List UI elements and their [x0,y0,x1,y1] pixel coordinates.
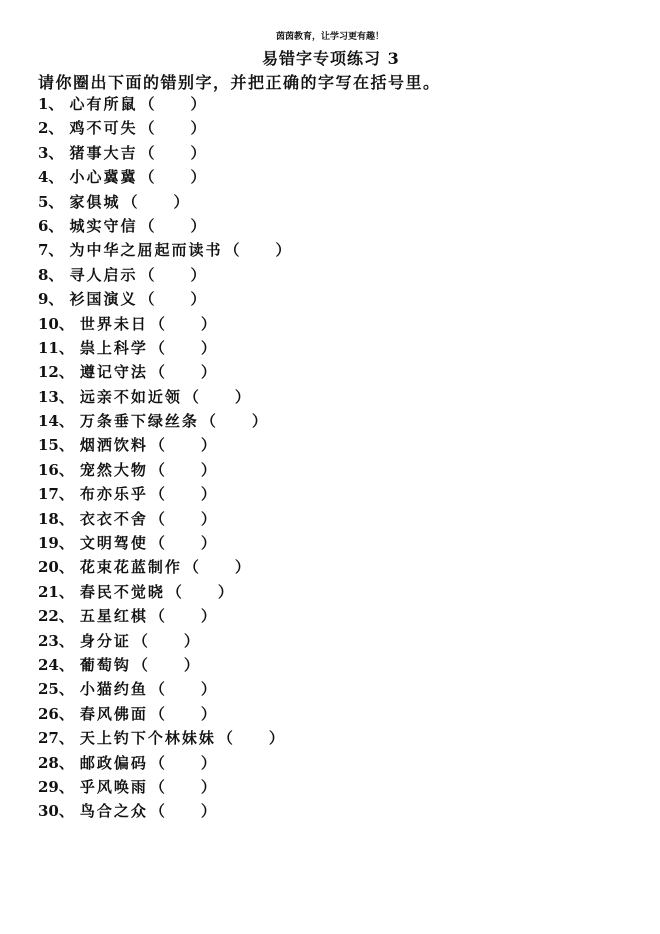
item-number: 27、 [38,729,74,748]
item-number: 16、 [38,460,74,479]
answer-blank[interactable] [167,583,233,601]
bracket-open: （ [139,290,155,309]
bracket-close: ） [234,387,250,406]
instruction: 请你圈出下面的错别字，并把正确的字写在括号里。 [38,73,441,92]
exercise-item [38,116,290,140]
item-phrase: 小心冀冀 [69,168,138,187]
answer-blank[interactable] [150,778,216,796]
exercise-item [38,677,290,701]
exercise-item [38,775,290,799]
bracket-close: ） [200,802,216,821]
exercise-item [38,482,290,506]
item-phrase: 花束花蓝制作 [79,558,182,577]
bracket-close: ） [200,460,216,479]
item-number: 29、 [38,777,74,796]
bracket-open: （ [139,143,155,162]
exercise-item [38,409,290,433]
item-phrase: 身分证 [79,631,131,650]
item-number: 11、 [38,338,74,357]
answer-blank[interactable] [150,705,216,723]
exercise-item [38,92,290,116]
bracket-close: ） [190,143,206,162]
bracket-close: ） [200,436,216,455]
exercise-item [38,580,290,604]
item-phrase: 天上钓下个林妹妹 [79,729,216,748]
answer-blank[interactable] [150,534,216,552]
answer-blank[interactable] [133,656,199,674]
item-phrase: 城实守信 [69,216,138,235]
bracket-open: （ [139,95,155,113]
item-number: 22、 [38,607,74,626]
bracket-close: ） [173,192,189,211]
bracket-close: ） [190,95,206,113]
bracket-open: （ [149,607,165,626]
bracket-open: （ [132,631,148,650]
page-header: 茵茵教育，让学习更有趣！ [275,32,384,42]
bracket-open: （ [149,534,165,553]
bracket-open: （ [149,753,165,772]
bracket-open: （ [149,777,165,796]
item-phrase: 家俱城 [69,192,121,211]
exercise-item [38,214,290,238]
bracket-close: ） [200,485,216,504]
exercise-item [38,190,290,214]
item-number: 19、 [38,534,74,553]
item-phrase: 葡萄钩 [79,655,131,674]
item-number: 15、 [38,436,74,455]
bracket-close: ） [234,558,250,577]
answer-blank[interactable] [139,95,205,113]
answer-blank[interactable] [150,461,216,479]
item-number: 24、 [38,655,74,674]
item-phrase: 文明驾使 [79,534,148,553]
bracket-close: ） [200,314,216,333]
bracket-open: （ [122,192,138,211]
answer-blank[interactable] [139,119,205,137]
answer-blank[interactable] [139,144,205,162]
bracket-open: （ [149,680,165,699]
exercise-item [38,385,290,409]
answer-blank[interactable] [150,802,216,820]
answer-blank[interactable] [201,412,267,430]
answer-blank[interactable] [150,436,216,454]
exercise-item [38,360,290,384]
item-phrase: 小猫约鱼 [79,680,148,699]
bracket-open: （ [139,265,155,284]
bracket-open: （ [166,582,182,601]
exercise-item [38,629,290,653]
bracket-close: ） [190,168,206,187]
item-phrase: 春民不觉晓 [79,582,165,601]
bracket-close: ） [251,412,267,431]
item-number: 9、 [38,290,64,309]
item-phrase: 遵记守法 [79,363,148,382]
item-number: 21、 [38,582,74,601]
bracket-close: ） [268,729,284,748]
item-number: 18、 [38,509,74,528]
bracket-open: （ [149,338,165,357]
item-number: 17、 [38,485,74,504]
exercise-list [38,92,290,824]
item-number: 26、 [38,704,74,723]
exercise-item [38,287,290,311]
item-phrase: 宠然大物 [79,460,148,479]
item-phrase: 衣衣不舍 [79,509,148,528]
exercise-item [38,507,290,531]
item-phrase: 祟上科学 [79,338,148,357]
bracket-close: ） [190,119,206,138]
answer-blank[interactable] [224,241,290,259]
item-phrase: 邮政偏码 [79,753,148,772]
answer-blank[interactable] [184,558,250,576]
bracket-open: （ [149,363,165,382]
item-number: 7、 [38,241,64,260]
answer-blank[interactable] [150,363,216,381]
answer-blank[interactable] [184,388,250,406]
exercise-item [38,555,290,579]
bracket-close: ） [190,265,206,284]
bracket-open: （ [139,216,155,235]
exercise-item [38,726,290,750]
exercise-item [38,263,290,287]
bracket-open: （ [217,729,233,748]
bracket-close: ） [200,534,216,553]
item-phrase: 乎风唤雨 [79,777,148,796]
bracket-open: （ [139,119,155,138]
bracket-close: ） [200,777,216,796]
item-number: 12、 [38,363,74,382]
bracket-open: （ [183,558,199,577]
bracket-close: ） [190,290,206,309]
bracket-close: ） [275,241,291,260]
bracket-close: ） [183,631,199,650]
item-phrase: 远亲不如近领 [79,387,182,406]
bracket-close: ） [200,509,216,528]
item-phrase: 寻人启示 [69,265,138,284]
answer-blank[interactable] [218,729,284,747]
bracket-open: （ [149,436,165,455]
exercise-item [38,336,290,360]
answer-blank[interactable] [150,510,216,528]
bracket-open: （ [139,168,155,187]
exercise-item [38,433,290,457]
bracket-open: （ [149,485,165,504]
bracket-close: ） [217,582,233,601]
answer-blank[interactable] [139,290,205,308]
item-number: 6、 [38,216,64,235]
item-phrase: 万条垂下绿丝条 [79,412,199,431]
exercise-item [38,653,290,677]
bracket-open: （ [183,387,199,406]
bracket-open: （ [200,412,216,431]
bracket-close: ） [183,655,199,674]
answer-blank[interactable] [150,339,216,357]
bracket-open: （ [149,802,165,821]
answer-blank[interactable] [150,485,216,503]
answer-blank[interactable] [150,754,216,772]
bracket-open: （ [149,314,165,333]
answer-blank[interactable] [122,193,188,211]
bracket-close: ） [200,607,216,626]
exercise-item [38,141,290,165]
item-number: 14、 [38,412,74,431]
item-phrase: 鸟合之众 [79,802,148,821]
item-number: 13、 [38,387,74,406]
exercise-item [38,312,290,336]
item-number: 8、 [38,265,64,284]
item-phrase: 衫国演义 [69,290,138,309]
bracket-open: （ [149,704,165,723]
item-number: 3、 [38,143,64,162]
item-phrase: 布亦乐乎 [79,485,148,504]
bracket-open: （ [224,241,240,260]
bracket-close: ） [200,704,216,723]
answer-blank[interactable] [139,266,205,284]
exercise-item [38,458,290,482]
item-number: 20、 [38,558,74,577]
item-phrase: 猪事大吉 [69,143,138,162]
exercise-item [38,531,290,555]
answer-blank[interactable] [139,217,205,235]
item-number: 25、 [38,680,74,699]
answer-blank[interactable] [139,168,205,186]
bracket-open: （ [149,509,165,528]
item-phrase: 世界未日 [79,314,148,333]
bracket-open: （ [149,460,165,479]
bracket-close: ） [200,363,216,382]
exercise-item [38,799,290,823]
item-number: 5、 [38,192,64,211]
item-number: 4、 [38,168,64,187]
bracket-close: ） [200,338,216,357]
exercise-item [38,604,290,628]
exercise-item [38,238,290,262]
item-phrase: 鸡不可失 [69,119,138,138]
item-phrase: 烟洒饮料 [79,436,148,455]
answer-blank[interactable] [133,632,199,650]
item-phrase: 为中华之屈起而读书 [69,241,223,260]
bracket-close: ） [200,753,216,772]
bracket-open: （ [132,655,148,674]
item-number: 1、 [38,95,64,113]
item-phrase: 心有所鼠 [69,95,138,113]
item-number: 23、 [38,631,74,650]
answer-blank[interactable] [150,680,216,698]
exercise-item [38,165,290,189]
item-number: 28、 [38,753,74,772]
answer-blank[interactable] [150,315,216,333]
exercise-item [38,751,290,775]
item-number: 2、 [38,119,64,138]
item-number: 10、 [38,314,74,333]
item-phrase: 五星红棋 [79,607,148,626]
item-number: 30、 [38,802,74,821]
bracket-close: ） [200,680,216,699]
worksheet-title: 易错字专项练习 3 [262,49,400,68]
item-phrase: 春风佛面 [79,704,148,723]
bracket-close: ） [190,216,206,235]
answer-blank[interactable] [150,607,216,625]
exercise-item [38,702,290,726]
